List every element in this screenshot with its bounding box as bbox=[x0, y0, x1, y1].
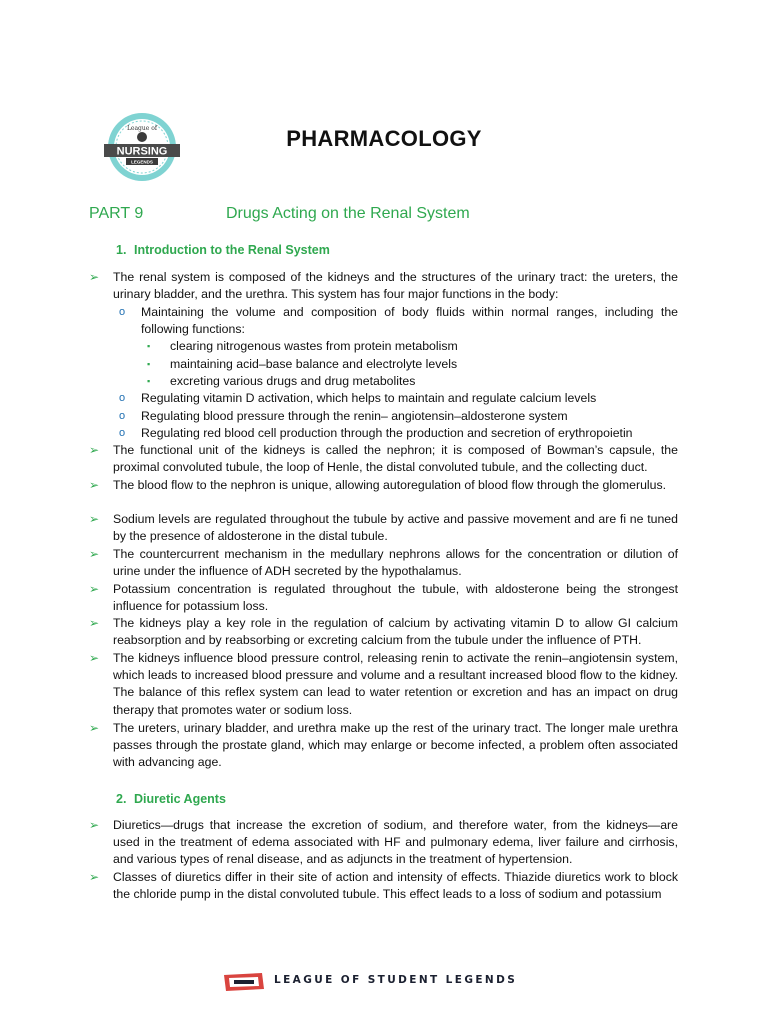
arrow-bullet-icon: ➢ bbox=[89, 870, 100, 884]
bullet-text: The ureters, urinary bladder, and urethra make up the rest of the urinary tract. The longer male urethra passes through the prostate gland, which may enlarge or become infected, a problem often associated with advancing age. bbox=[113, 721, 678, 770]
circle-bullet-icon: o bbox=[119, 306, 126, 318]
section-title: Diuretic Agents bbox=[134, 792, 226, 806]
section-number: 2. bbox=[116, 792, 127, 806]
bullet-text: The functional unit of the kidneys is called the nephron; it is composed of Bowman’s capsule, the proximal convoluted tubule, the loop of Henle, the distal convoluted tubule, and the collecting duct. bbox=[113, 443, 678, 475]
square-bullet-icon: ▪ bbox=[147, 376, 151, 386]
arrow-bullet-icon: ➢ bbox=[89, 721, 100, 735]
sub-bullet-text: Regulating vitamin D activation, which helps to maintain and regulate calcium levels bbox=[141, 391, 597, 405]
arrow-bullet-icon: ➢ bbox=[89, 512, 100, 526]
section-number: 1. bbox=[116, 243, 127, 257]
sub-sub-bullet-text: clearing nitrogenous wastes from protein metabolism bbox=[170, 339, 458, 353]
sub-bullet-text: Maintaining the volume and composition of body fluids within normal ranges, including the following functions: bbox=[141, 305, 678, 337]
arrow-bullet-icon: ➢ bbox=[89, 270, 100, 284]
section-title: Introduction to the Renal System bbox=[134, 243, 330, 257]
bullet-text: The kidneys influence blood pressure control, releasing renin to activate the renin–angiotensin system, which leads to increased blood pressure and volume and a resultant increased blood flow to the kidney. The balance of this reflex system can lead to water retention or excretion and has an impact on drug therapy that promotes water or sodium loss. bbox=[113, 651, 678, 717]
arrow-bullet-icon: ➢ bbox=[89, 616, 100, 630]
square-bullet-icon: ▪ bbox=[147, 341, 151, 351]
arrow-bullet-icon: ➢ bbox=[89, 651, 100, 665]
bullet-text: The blood flow to the nephron is unique, allowing autoregulation of blood flow through the glomerulus. bbox=[113, 478, 667, 492]
sub-bullet-text: Regulating blood pressure through the renin– angiotensin–aldosterone system bbox=[141, 409, 568, 423]
arrow-bullet-icon: ➢ bbox=[89, 818, 100, 832]
circle-bullet-icon: o bbox=[119, 392, 126, 404]
circle-bullet-icon: o bbox=[119, 427, 126, 439]
arrow-bullet-icon: ➢ bbox=[89, 547, 100, 561]
sub-bullet-text: Regulating red blood cell production through the production and secretion of erythropoietin bbox=[141, 426, 633, 440]
bullet-text: Sodium levels are regulated throughout the tubule by active and passive movement and are fi ne tuned by the presence of aldosterone in the distal tubule. bbox=[113, 512, 678, 544]
circle-bullet-icon: o bbox=[119, 410, 126, 422]
bullet-text: The renal system is composed of the kidneys and the structures of the urinary tract: the ureters, the urinary bladder, and the urethra. This system has four major functions in the body: bbox=[113, 270, 678, 302]
page-title: PHARMACOLOGY bbox=[286, 126, 482, 151]
part-title: Drugs Acting on the Renal System bbox=[226, 205, 470, 222]
bullet-text: The kidneys play a key role in the regulation of calcium by activating vitamin D to allow GI calcium reabsorption and by reabsorbing or excreting calcium from the tubule under the influence of PTH. bbox=[113, 616, 678, 648]
sub-sub-bullet-text: maintaining acid–base balance and electrolyte levels bbox=[170, 357, 458, 371]
svg-text:NURSING: NURSING bbox=[116, 145, 168, 158]
bullet-text: Classes of diuretics differ in their site of action and intensity of effects. Thiazide diuretics work to block the chloride pump in the distal convoluted tubule. This effect leads to a loss of sodium and potassium bbox=[113, 870, 678, 902]
section-heading-1 bbox=[116, 243, 330, 257]
svg-text:League of: League of bbox=[126, 125, 158, 132]
arrow-bullet-icon: ➢ bbox=[89, 443, 100, 457]
square-bullet-icon: ▪ bbox=[147, 359, 151, 369]
section-heading-2 bbox=[116, 792, 226, 806]
svg-text:LEGENDS: LEGENDS bbox=[131, 159, 153, 165]
part-label: PART 9 bbox=[89, 205, 144, 222]
bullet-text: Diuretics—drugs that increase the excretion of sodium, and therefore water, from the kidneys—are used in the treatment of edema associated with HF and pulmonary edema, liver failure and cirrhosis, and various types of renal disease, and as adjuncts in the treatment of hypertension. bbox=[113, 818, 678, 867]
arrow-bullet-icon: ➢ bbox=[89, 478, 100, 492]
arrow-bullet-icon: ➢ bbox=[89, 582, 100, 596]
bullet-text: The countercurrent mechanism in the medullary nephrons allows for the concentration or dilution of urine under the influence of ADH secreted by the hypothalamus. bbox=[113, 547, 678, 579]
footer bbox=[222, 971, 552, 993]
footer-text: LEAGUE OF STUDENT LEGENDS bbox=[274, 974, 518, 986]
sub-sub-bullet-text: excreting various drugs and drug metabolites bbox=[170, 374, 416, 388]
league-badge-icon bbox=[222, 971, 266, 993]
bullet-text: Potassium concentration is regulated throughout the tubule, with aldosterone being the strongest influence for potassium loss. bbox=[113, 582, 678, 614]
